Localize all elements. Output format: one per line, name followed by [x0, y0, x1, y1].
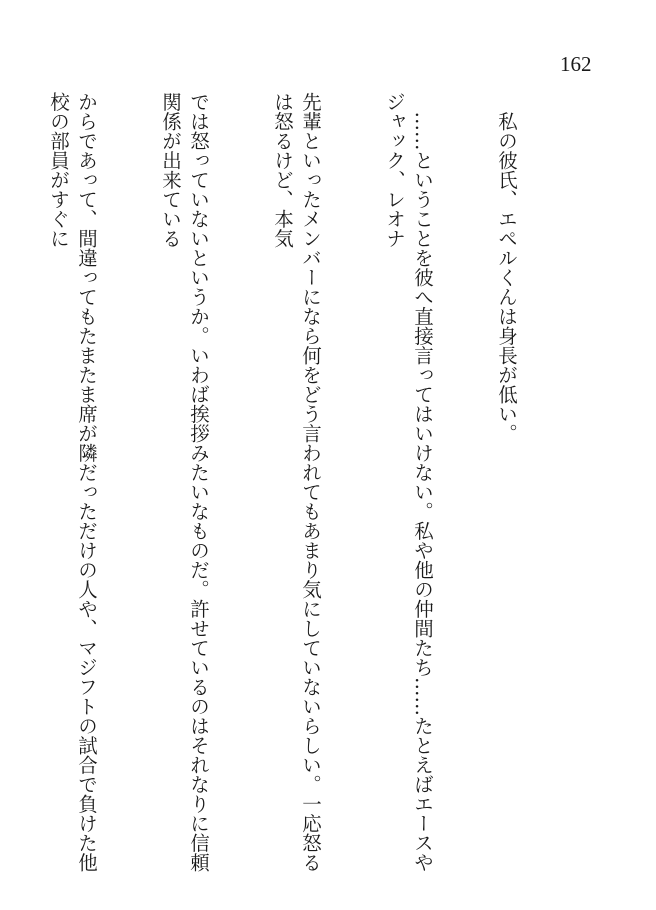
paragraph-line: では怒っていないというか。いわば挨拶みたいなものだ。許せているのはそれなりに信頼関係が出来ている	[159, 92, 210, 872]
paragraph-line: ……ということを彼へ直接言ってはいけない。私や他の仲間たち……たとえばエースやジャック、レオナ	[383, 92, 434, 872]
paragraph-line: 私の彼氏、エペルくんは身長が低い。	[495, 92, 518, 443]
paragraph-line: からであって、間違ってもたまたま席が隣だっただけの人や、マジフトの試合で負けた他校の部員がすぐに	[47, 92, 98, 872]
vertical-text-body	[0, 92, 576, 872]
paragraph-line: 先輩といったメンバーになら何をどう言われてもあまり気にしていないらしい。一応怒るは怒るけど、本気	[271, 92, 322, 872]
page-number: 162	[560, 52, 592, 76]
